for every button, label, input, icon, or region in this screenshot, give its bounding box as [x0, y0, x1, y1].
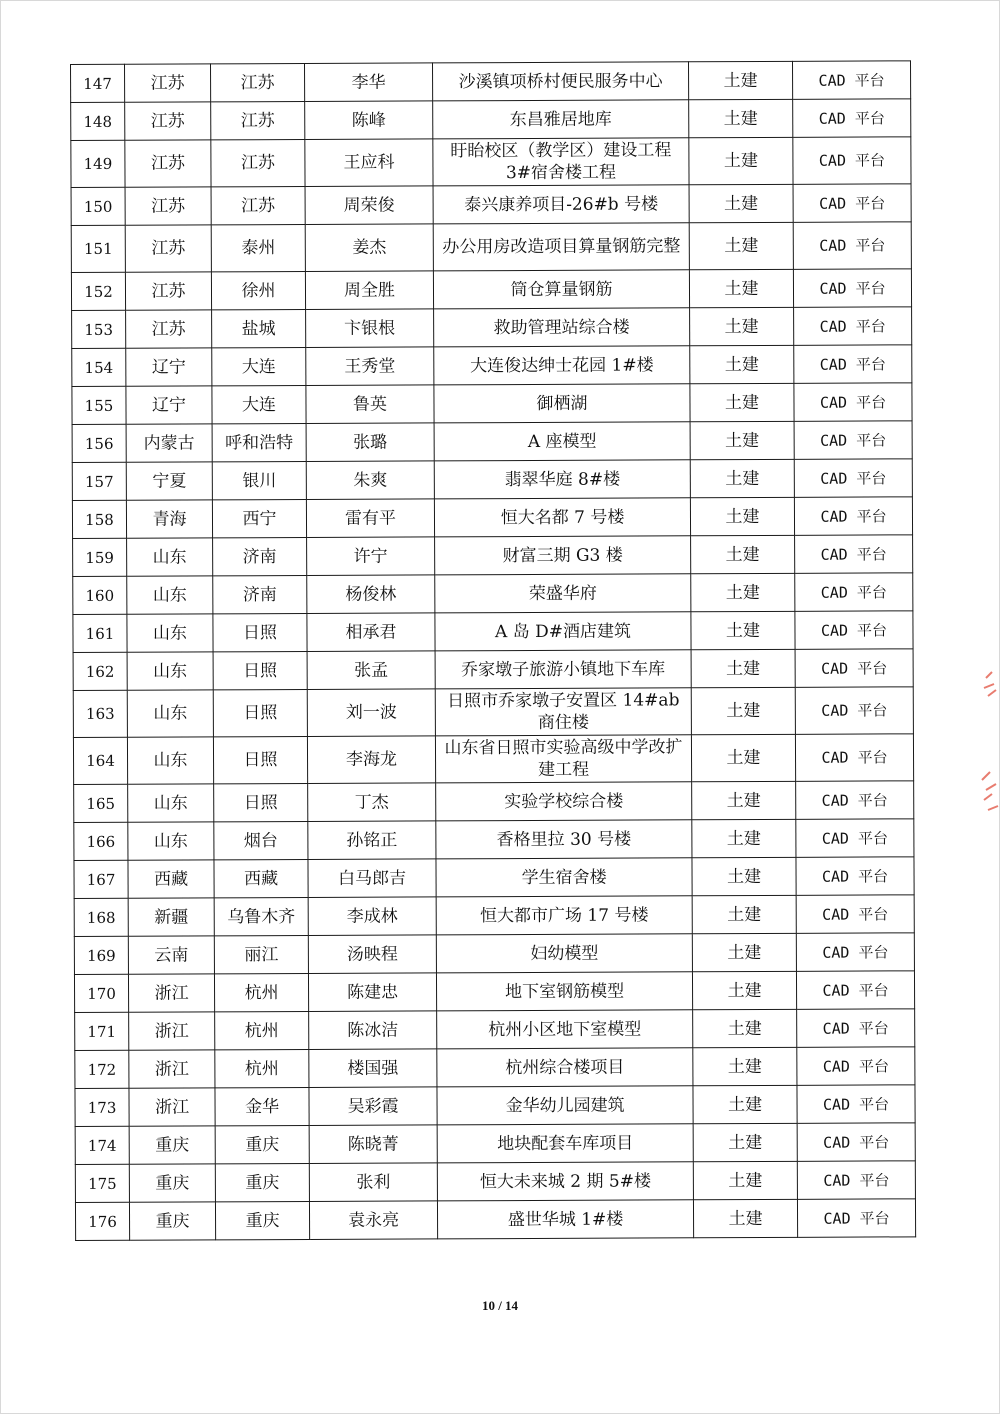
person-name-cell: 陈峰: [305, 101, 433, 140]
table-row: [73, 687, 913, 738]
province-cell: 重庆: [129, 1126, 215, 1164]
person-name-cell: 卞银根: [306, 309, 434, 348]
table-row: [75, 1009, 915, 1051]
person-name-cell: 王秀堂: [306, 347, 434, 386]
discipline-cell: 土建: [691, 734, 795, 781]
platform-cell: CAD 平台: [796, 971, 914, 1010]
platform-cell: CAD 平台: [797, 1161, 915, 1200]
table-row: [72, 497, 912, 539]
platform-cell: CAD 平台: [797, 1009, 915, 1048]
person-name-cell: 张孟: [307, 651, 435, 690]
person-name-cell: 汤映程: [308, 935, 436, 974]
discipline-cell: 土建: [692, 781, 796, 819]
project-name-cell: 学生宿舍楼: [436, 858, 692, 897]
project-name-cell: A 座模型: [434, 422, 690, 461]
row-number: 156: [72, 424, 126, 462]
discipline-cell: 土建: [693, 1161, 797, 1199]
row-number: 176: [75, 1202, 129, 1240]
province-cell: 内蒙古: [126, 424, 212, 462]
platform-cell: CAD 平台: [793, 184, 911, 223]
city-cell: 重庆: [215, 1125, 309, 1163]
table-row: [74, 933, 914, 975]
table-row: [74, 781, 914, 823]
person-name-cell: 李海龙: [307, 736, 435, 784]
person-name-cell: 姜杰: [305, 224, 433, 272]
discipline-cell: 土建: [691, 687, 795, 734]
person-name-cell: 朱爽: [306, 461, 434, 500]
province-cell: 浙江: [129, 1012, 215, 1050]
person-name-cell: 鲁英: [306, 385, 434, 424]
province-cell: 重庆: [129, 1164, 215, 1202]
platform-cell: CAD 平台: [793, 137, 911, 185]
roster-table: [70, 60, 916, 1241]
project-name-cell: 乔家墩子旅游小镇地下车库: [435, 650, 691, 689]
province-cell: 青海: [126, 500, 212, 538]
discipline-cell: 土建: [690, 497, 794, 535]
project-name-cell: 筒仓算量钢筋: [433, 270, 689, 309]
province-cell: 浙江: [128, 974, 214, 1012]
discipline-cell: 土建: [691, 573, 795, 611]
platform-cell: CAD 平台: [793, 99, 911, 138]
row-number: 172: [75, 1050, 129, 1088]
row-number: 153: [72, 310, 126, 348]
province-cell: 江苏: [125, 64, 211, 102]
platform-cell: CAD 平台: [795, 611, 913, 650]
project-name-cell: 沙溪镇项桥村便民服务中心: [432, 62, 688, 101]
city-cell: 重庆: [215, 1163, 309, 1201]
project-name-cell: 地下室钢筋模型: [436, 972, 692, 1011]
table-row: [71, 137, 911, 188]
project-name-cell: 山东省日照市实验高级中学改扩建工程: [435, 735, 691, 783]
city-cell: 烟台: [214, 821, 308, 859]
person-name-cell: 雷有平: [306, 499, 434, 538]
province-cell: 云南: [128, 936, 214, 974]
row-number: 147: [71, 64, 125, 102]
platform-cell: CAD 平台: [795, 687, 913, 735]
city-cell: 江苏: [211, 186, 305, 224]
project-name-cell: A 岛 D#酒店建筑: [435, 612, 691, 651]
discipline-cell: 土建: [691, 649, 795, 687]
discipline-cell: 土建: [693, 1199, 797, 1237]
discipline-cell: 土建: [692, 857, 796, 895]
platform-cell: CAD 平台: [796, 857, 914, 896]
city-cell: 大连: [212, 385, 306, 423]
project-name-cell: 杭州小区地下室模型: [437, 1010, 693, 1049]
city-cell: 泰州: [211, 224, 305, 271]
project-name-cell: 恒大都市广场 17 号楼: [436, 896, 692, 935]
city-cell: 金华: [215, 1087, 309, 1125]
table-row: [75, 1123, 915, 1165]
person-name-cell: 孙铭正: [308, 821, 436, 860]
discipline-cell: 土建: [689, 184, 793, 222]
city-cell: 江苏: [211, 139, 305, 186]
platform-cell: CAD 平台: [793, 269, 911, 308]
person-name-cell: 张璐: [306, 423, 434, 462]
table-row: [71, 222, 911, 273]
person-name-cell: 楼国强: [309, 1049, 437, 1088]
table-row: [72, 345, 912, 387]
province-cell: 浙江: [129, 1088, 215, 1126]
platform-cell: CAD 平台: [794, 459, 912, 498]
city-cell: 杭州: [215, 1011, 309, 1049]
row-number: 165: [74, 784, 128, 822]
platform-cell: CAD 平台: [795, 535, 913, 574]
project-name-cell: 东昌雅居地库: [433, 100, 689, 139]
row-number: 152: [71, 272, 125, 310]
province-cell: 重庆: [129, 1202, 215, 1240]
seal-stamp-edge: [978, 660, 1000, 830]
discipline-cell: 土建: [690, 459, 794, 497]
province-cell: 山东: [127, 690, 213, 737]
table-row: [74, 857, 914, 899]
row-number: 168: [74, 898, 128, 936]
project-name-cell: 荣盛华府: [435, 574, 691, 613]
platform-cell: CAD 平台: [794, 345, 912, 384]
province-cell: 江苏: [126, 310, 212, 348]
province-cell: 山东: [127, 737, 213, 784]
platform-cell: CAD 平台: [795, 649, 913, 688]
city-cell: 重庆: [215, 1201, 309, 1239]
province-cell: 江苏: [125, 187, 211, 225]
discipline-cell: 土建: [691, 611, 795, 649]
discipline-cell: 土建: [693, 1123, 797, 1161]
platform-cell: CAD 平台: [796, 819, 914, 858]
row-number: 174: [75, 1126, 129, 1164]
city-cell: 徐州: [211, 271, 305, 309]
roster-table-body: [71, 61, 916, 1241]
row-number: 155: [72, 386, 126, 424]
province-cell: 山东: [128, 784, 214, 822]
discipline-cell: 土建: [688, 61, 792, 99]
person-name-cell: 许宁: [307, 537, 435, 576]
province-cell: 江苏: [125, 102, 211, 140]
project-name-cell: 地块配套车库项目: [437, 1124, 693, 1163]
table-row: [71, 99, 911, 141]
city-cell: 银川: [212, 461, 306, 499]
person-name-cell: 丁杰: [308, 783, 436, 822]
table-row: [73, 611, 913, 653]
person-name-cell: 杨俊林: [307, 575, 435, 614]
project-name-cell: 救助管理站综合楼: [434, 308, 690, 347]
person-name-cell: 吴彩霞: [309, 1087, 437, 1126]
person-name-cell: 袁永亮: [309, 1201, 437, 1240]
project-name-cell: 杭州综合楼项目: [437, 1048, 693, 1087]
project-name-cell: 财富三期 G3 楼: [435, 536, 691, 575]
city-cell: 日照: [213, 736, 307, 783]
project-name-cell: 妇幼模型: [436, 934, 692, 973]
platform-cell: CAD 平台: [797, 1199, 915, 1238]
row-number: 158: [72, 500, 126, 538]
province-cell: 山东: [128, 822, 214, 860]
row-number: 149: [71, 140, 125, 187]
table-row: [72, 421, 912, 463]
row-number: 163: [73, 690, 127, 737]
table-row: [73, 649, 913, 691]
row-number: 167: [74, 860, 128, 898]
city-cell: 济南: [213, 575, 307, 613]
table-row: [75, 1199, 915, 1241]
row-number: 150: [71, 187, 125, 225]
platform-cell: CAD 平台: [794, 421, 912, 460]
row-number: 166: [74, 822, 128, 860]
province-cell: 新疆: [128, 898, 214, 936]
row-number: 161: [73, 614, 127, 652]
table-row: [74, 819, 914, 861]
table-row: [75, 1085, 915, 1127]
discipline-cell: 土建: [692, 971, 796, 1009]
page-number: 10 / 14: [481, 1298, 519, 1313]
table-row: [73, 734, 913, 785]
city-cell: 日照: [214, 783, 308, 821]
city-cell: 济南: [213, 537, 307, 575]
platform-cell: CAD 平台: [795, 734, 913, 782]
province-cell: 西藏: [128, 860, 214, 898]
row-number: 173: [75, 1088, 129, 1126]
person-name-cell: 白马郎吉: [308, 859, 436, 898]
project-name-cell: 御栖湖: [434, 384, 690, 423]
project-name-cell: 翡翠华庭 8#楼: [434, 460, 690, 499]
row-number: 171: [75, 1012, 129, 1050]
project-name-cell: 恒大名都 7 号楼: [434, 498, 690, 537]
province-cell: 山东: [127, 576, 213, 614]
platform-cell: CAD 平台: [796, 895, 914, 934]
discipline-cell: 土建: [689, 222, 793, 269]
platform-cell: CAD 平台: [797, 1123, 915, 1162]
table-row: [74, 895, 914, 937]
person-name-cell: 陈晓菁: [309, 1125, 437, 1164]
person-name-cell: 刘一波: [307, 689, 435, 737]
city-cell: 西藏: [214, 859, 308, 897]
project-name-cell: 日照市乔家墩子安置区 14#ab 商住楼: [435, 688, 691, 736]
person-name-cell: 周全胜: [305, 271, 433, 310]
discipline-cell: 土建: [689, 137, 793, 184]
province-cell: 辽宁: [126, 348, 212, 386]
project-name-cell: 办公用房改造项目算量钢筋完整: [433, 223, 689, 271]
city-cell: 丽江: [214, 935, 308, 973]
table-row: [71, 184, 911, 226]
platform-cell: CAD 平台: [797, 1085, 915, 1124]
row-number: 162: [73, 652, 127, 690]
discipline-cell: 土建: [692, 933, 796, 971]
city-cell: 呼和浩特: [212, 423, 306, 461]
project-name-cell: 实验学校综合楼: [436, 782, 692, 821]
province-cell: 江苏: [125, 140, 211, 187]
table-row: [72, 459, 912, 501]
discipline-cell: 土建: [689, 99, 793, 137]
table-row: [72, 383, 912, 425]
project-name-cell: 恒大未来城 2 期 5#楼: [437, 1162, 693, 1201]
row-number: 148: [71, 102, 125, 140]
project-name-cell: 大连俊达绅士花园 1#楼: [434, 346, 690, 385]
person-name-cell: 王应科: [305, 139, 433, 187]
project-name-cell: 金华幼儿园建筑: [437, 1086, 693, 1125]
row-number: 157: [72, 462, 126, 500]
city-cell: 乌鲁木齐: [214, 897, 308, 935]
province-cell: 江苏: [125, 225, 211, 272]
city-cell: 西宁: [212, 499, 306, 537]
table-row: [75, 1161, 915, 1203]
table-row: [73, 535, 913, 577]
table-row: [74, 971, 914, 1013]
person-name-cell: 李成林: [308, 897, 436, 936]
person-name-cell: 陈冰洁: [309, 1011, 437, 1050]
city-cell: 江苏: [211, 63, 305, 101]
row-number: 154: [72, 348, 126, 386]
discipline-cell: 土建: [690, 345, 794, 383]
discipline-cell: 土建: [689, 269, 793, 307]
province-cell: 山东: [127, 652, 213, 690]
discipline-cell: 土建: [692, 819, 796, 857]
platform-cell: CAD 平台: [797, 1047, 915, 1086]
discipline-cell: 土建: [690, 383, 794, 421]
row-number: 159: [73, 538, 127, 576]
province-cell: 宁夏: [126, 462, 212, 500]
row-number: 170: [74, 974, 128, 1012]
province-cell: 山东: [127, 538, 213, 576]
project-name-cell: 香格里拉 30 号楼: [436, 820, 692, 859]
city-cell: 日照: [213, 689, 307, 736]
platform-cell: CAD 平台: [796, 933, 914, 972]
row-number: 169: [74, 936, 128, 974]
province-cell: 山东: [127, 614, 213, 652]
discipline-cell: 土建: [693, 1085, 797, 1123]
person-name-cell: 相承君: [307, 613, 435, 652]
city-cell: 盐城: [212, 309, 306, 347]
city-cell: 大连: [212, 347, 306, 385]
discipline-cell: 土建: [692, 895, 796, 933]
row-number: 160: [73, 576, 127, 614]
person-name-cell: 张利: [309, 1163, 437, 1202]
city-cell: 日照: [213, 613, 307, 651]
row-number: 164: [73, 737, 127, 784]
platform-cell: CAD 平台: [793, 222, 911, 270]
platform-cell: CAD 平台: [794, 307, 912, 346]
discipline-cell: 土建: [690, 421, 794, 459]
province-cell: 江苏: [125, 272, 211, 310]
discipline-cell: 土建: [693, 1009, 797, 1047]
province-cell: 辽宁: [126, 386, 212, 424]
platform-cell: CAD 平台: [794, 497, 912, 536]
project-name-cell: 泰兴康养项目-26#b 号楼: [433, 185, 689, 224]
row-number: 151: [71, 225, 125, 272]
discipline-cell: 土建: [691, 535, 795, 573]
table-row: [71, 269, 911, 311]
table-row: [71, 61, 911, 103]
city-cell: 日照: [213, 651, 307, 689]
table-row: [75, 1047, 915, 1089]
city-cell: 江苏: [211, 101, 305, 139]
project-name-cell: 盱眙校区（教学区）建设工程 3#宿舍楼工程: [433, 138, 689, 186]
person-name-cell: 陈建忠: [308, 973, 436, 1012]
city-cell: 杭州: [214, 973, 308, 1011]
person-name-cell: 周荣俊: [305, 186, 433, 225]
row-number: 175: [75, 1164, 129, 1202]
platform-cell: CAD 平台: [794, 383, 912, 422]
province-cell: 浙江: [129, 1050, 215, 1088]
discipline-cell: 土建: [693, 1047, 797, 1085]
discipline-cell: 土建: [690, 307, 794, 345]
person-name-cell: 李华: [304, 63, 432, 102]
city-cell: 杭州: [215, 1049, 309, 1087]
platform-cell: CAD 平台: [795, 573, 913, 612]
project-name-cell: 盛世华城 1#楼: [437, 1200, 693, 1239]
platform-cell: CAD 平台: [796, 781, 914, 820]
table-row: [73, 573, 913, 615]
table-row: [72, 307, 912, 349]
platform-cell: CAD 平台: [792, 61, 910, 100]
